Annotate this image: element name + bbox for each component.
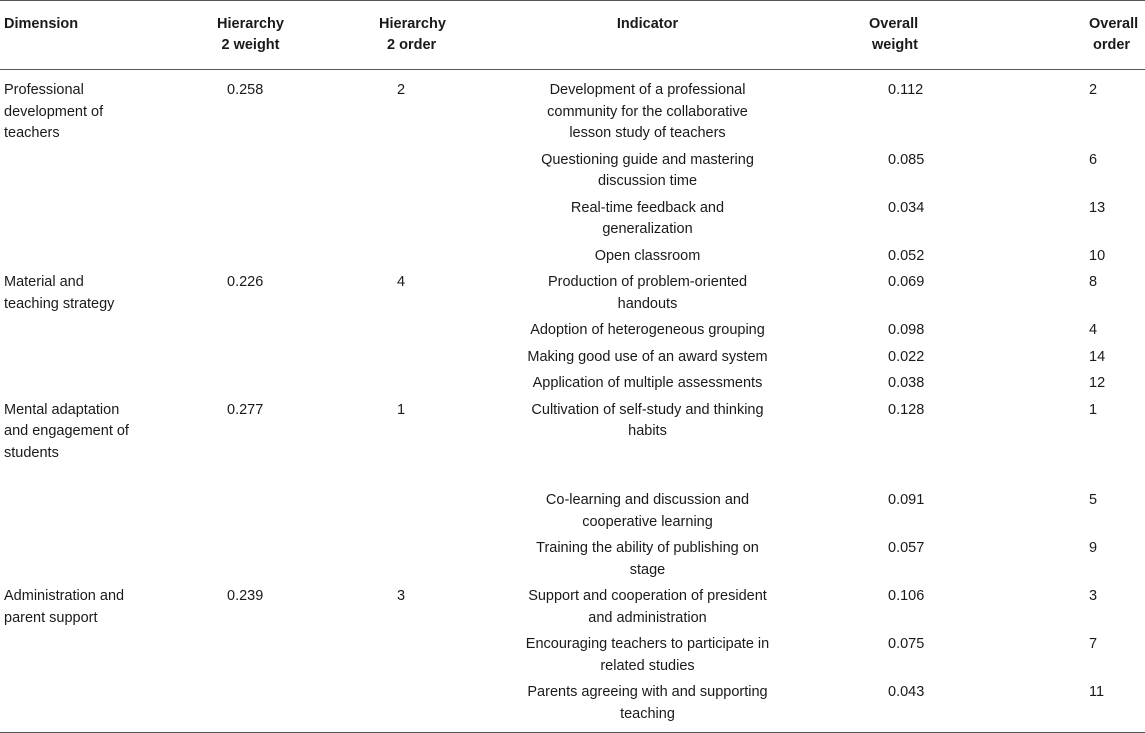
table-row bbox=[0, 150, 1145, 198]
cell-overall-order-text: 10 bbox=[1089, 247, 1106, 264]
cell-hierarchy-2-order bbox=[301, 347, 501, 374]
cell-overall-order bbox=[1027, 320, 1145, 347]
cell-dimension bbox=[0, 150, 200, 198]
cell-hierarchy-2-order bbox=[301, 320, 501, 347]
cell-hierarchy-2-order bbox=[301, 586, 501, 634]
cell-hierarchy-2-weight bbox=[200, 320, 301, 347]
cell-overall-weight-text: 0.052 bbox=[888, 247, 925, 264]
cell-hierarchy-2-weight bbox=[200, 272, 301, 320]
cell-hierarchy-2-weight bbox=[200, 150, 301, 198]
cell-hierarchy-2-weight bbox=[200, 246, 301, 273]
cell-overall-weight bbox=[794, 538, 1027, 586]
cell-hierarchy-2-weight bbox=[200, 490, 301, 538]
cell-overall-weight-text: 0.091 bbox=[888, 492, 925, 508]
cell-dimension bbox=[0, 490, 200, 538]
cell-overall-weight bbox=[794, 70, 1027, 150]
cell-indicator-text: Co-learning and discussion and cooperative learning bbox=[545, 492, 750, 530]
cell-indicator-text: Cultivation of self-study and thinking habits bbox=[531, 401, 764, 439]
cell-overall-order-text: 3 bbox=[1089, 588, 1098, 604]
cell-overall-order bbox=[1027, 70, 1145, 150]
cell-overall-order-text: 12 bbox=[1089, 375, 1106, 391]
cell-indicator-text: Production of problem-oriented handouts bbox=[547, 274, 748, 312]
cell-indicator-text: Open classroom bbox=[594, 247, 701, 264]
table-row bbox=[0, 272, 1145, 320]
header-hierarchy-2-weight-line2: 2 weight bbox=[221, 37, 280, 53]
cell-indicator-text: Development of a professional community for the collaborative lesson study of teachers bbox=[547, 82, 748, 141]
cell-hierarchy-2-order-text: 4 bbox=[397, 274, 406, 290]
cell-overall-weight-text: 0.106 bbox=[888, 588, 925, 604]
header-indicator: Indicator bbox=[616, 16, 679, 32]
table-header bbox=[0, 1, 1145, 70]
cell-overall-order bbox=[1027, 373, 1145, 400]
cell-overall-weight-text: 0.075 bbox=[888, 636, 925, 652]
cell-overall-order-text: 13 bbox=[1089, 199, 1106, 216]
header-overall-order bbox=[1027, 1, 1145, 70]
cell-overall-order-text: 7 bbox=[1089, 636, 1098, 652]
cell-overall-weight-text: 0.069 bbox=[888, 274, 925, 290]
cell-overall-weight-text: 0.034 bbox=[888, 199, 925, 216]
cell-hierarchy-2-order bbox=[301, 373, 501, 400]
table-row bbox=[0, 634, 1145, 682]
header-overall-order-line2: order bbox=[1093, 37, 1131, 53]
cell-hierarchy-2-order bbox=[301, 634, 501, 682]
cell-hierarchy-2-weight-text: 0.277 bbox=[227, 401, 264, 418]
cell-hierarchy-2-weight-text: 0.226 bbox=[227, 274, 264, 290]
table-row bbox=[0, 70, 1145, 150]
cell-overall-weight bbox=[794, 586, 1027, 634]
cell-indicator bbox=[501, 320, 794, 347]
cell-overall-weight-text: 0.057 bbox=[888, 540, 925, 556]
cell-hierarchy-2-order-text: 2 bbox=[397, 82, 406, 98]
cell-overall-weight bbox=[794, 272, 1027, 320]
cell-hierarchy-2-order-text: 1 bbox=[397, 401, 406, 418]
table-row bbox=[0, 198, 1145, 246]
cell-overall-order-text: 1 bbox=[1089, 401, 1098, 418]
cell-overall-order bbox=[1027, 150, 1145, 198]
cell-overall-weight-text: 0.043 bbox=[888, 684, 925, 700]
cell-dimension bbox=[0, 538, 200, 586]
cell-indicator-text: Support and cooperation of president and administration bbox=[528, 588, 767, 626]
cell-overall-order bbox=[1027, 198, 1145, 246]
cell-hierarchy-2-weight bbox=[200, 70, 301, 150]
cell-dimension bbox=[0, 347, 200, 374]
cell-hierarchy-2-weight bbox=[200, 400, 301, 491]
cell-dimension bbox=[0, 198, 200, 246]
cell-overall-order bbox=[1027, 538, 1145, 586]
cell-indicator-text: Encouraging teachers to participate in related studies bbox=[525, 636, 770, 674]
cell-overall-weight bbox=[794, 198, 1027, 246]
table-row bbox=[0, 400, 1145, 491]
cell-indicator bbox=[501, 586, 794, 634]
cell-indicator bbox=[501, 538, 794, 586]
table-row bbox=[0, 246, 1145, 273]
header-overall-weight bbox=[794, 1, 1027, 70]
cell-indicator bbox=[501, 400, 794, 491]
cell-hierarchy-2-order bbox=[301, 198, 501, 246]
cell-hierarchy-2-order bbox=[301, 538, 501, 586]
cell-indicator-text: Making good use of an award system bbox=[527, 348, 768, 365]
cell-overall-weight bbox=[794, 347, 1027, 374]
cell-overall-order-text: 9 bbox=[1089, 540, 1098, 556]
cell-overall-order-text: 8 bbox=[1089, 274, 1098, 290]
table-row bbox=[0, 586, 1145, 634]
cell-overall-order-text: 5 bbox=[1089, 492, 1098, 508]
cell-dimension bbox=[0, 682, 200, 733]
cell-indicator-text: Adoption of heterogeneous grouping bbox=[530, 322, 765, 338]
cell-hierarchy-2-weight bbox=[200, 373, 301, 400]
table-row bbox=[0, 320, 1145, 347]
cell-overall-weight bbox=[794, 400, 1027, 491]
cell-overall-order bbox=[1027, 246, 1145, 273]
cell-indicator bbox=[501, 246, 794, 273]
cell-overall-order bbox=[1027, 634, 1145, 682]
cell-overall-order bbox=[1027, 400, 1145, 491]
cell-overall-order bbox=[1027, 272, 1145, 320]
header-hierarchy-2-order bbox=[301, 1, 501, 70]
cell-overall-weight bbox=[794, 682, 1027, 733]
cell-indicator bbox=[501, 634, 794, 682]
cell-indicator-text: Training the ability of publishing on stage bbox=[536, 540, 759, 578]
cell-indicator bbox=[501, 373, 794, 400]
header-hierarchy-2-order-line1: Hierarchy bbox=[379, 16, 446, 32]
cell-dimension-text: Material and teaching strategy bbox=[4, 274, 115, 312]
header-overall-order-line1: Overall bbox=[1089, 16, 1139, 32]
table-row bbox=[0, 538, 1145, 586]
cell-hierarchy-2-order-text: 3 bbox=[397, 588, 406, 604]
cell-overall-order bbox=[1027, 586, 1145, 634]
cell-overall-order-text: 2 bbox=[1089, 82, 1098, 98]
cell-overall-order-text: 4 bbox=[1089, 322, 1098, 338]
header-hierarchy-2-weight-line1: Hierarchy bbox=[217, 16, 284, 32]
cell-hierarchy-2-weight bbox=[200, 634, 301, 682]
cell-hierarchy-2-weight bbox=[200, 538, 301, 586]
cell-indicator bbox=[501, 347, 794, 374]
cell-overall-weight bbox=[794, 150, 1027, 198]
cell-hierarchy-2-order bbox=[301, 400, 501, 491]
cell-indicator-text: Real-time feedback and generalization bbox=[570, 199, 725, 237]
cell-overall-weight-text: 0.112 bbox=[888, 82, 924, 98]
cell-indicator bbox=[501, 198, 794, 246]
cell-hierarchy-2-order bbox=[301, 490, 501, 538]
table-row bbox=[0, 347, 1145, 374]
cell-dimension bbox=[0, 634, 200, 682]
cell-overall-weight bbox=[794, 490, 1027, 538]
table-row bbox=[0, 373, 1145, 400]
cell-overall-order-text: 11 bbox=[1089, 684, 1105, 700]
cell-overall-order bbox=[1027, 682, 1145, 733]
table-row bbox=[0, 682, 1145, 733]
cell-dimension bbox=[0, 320, 200, 347]
header-hierarchy-2-weight bbox=[200, 1, 301, 70]
cell-dimension bbox=[0, 373, 200, 400]
header-hierarchy-2-order-line2: 2 order bbox=[387, 37, 437, 53]
cell-hierarchy-2-order bbox=[301, 70, 501, 150]
cell-overall-order bbox=[1027, 490, 1145, 538]
cell-overall-weight-text: 0.085 bbox=[888, 151, 925, 168]
cell-overall-order-text: 6 bbox=[1089, 151, 1098, 168]
cell-overall-order bbox=[1027, 347, 1145, 374]
cell-dimension-text: Administration and parent support bbox=[4, 588, 125, 626]
cell-hierarchy-2-order bbox=[301, 682, 501, 733]
cell-overall-weight bbox=[794, 246, 1027, 273]
header-dimension: Dimension bbox=[4, 16, 79, 32]
cell-indicator-text: Parents agreeing with and supporting teaching bbox=[527, 684, 768, 722]
cell-dimension bbox=[0, 272, 200, 320]
table-body bbox=[0, 70, 1145, 733]
cell-overall-weight-text: 0.038 bbox=[888, 375, 925, 391]
cell-hierarchy-2-weight bbox=[200, 198, 301, 246]
cell-indicator-text: Questioning guide and mastering discussion time bbox=[541, 151, 754, 189]
cell-hierarchy-2-order bbox=[301, 150, 501, 198]
cell-overall-weight bbox=[794, 320, 1027, 347]
cell-indicator bbox=[501, 272, 794, 320]
cell-overall-weight-text: 0.022 bbox=[888, 348, 925, 365]
cell-overall-order-text: 14 bbox=[1089, 348, 1106, 365]
cell-overall-weight bbox=[794, 634, 1027, 682]
table-row bbox=[0, 490, 1145, 538]
cell-overall-weight-text: 0.098 bbox=[888, 322, 925, 338]
cell-dimension bbox=[0, 586, 200, 634]
cell-overall-weight-text: 0.128 bbox=[888, 401, 925, 418]
cell-hierarchy-2-weight bbox=[200, 347, 301, 374]
cell-hierarchy-2-order bbox=[301, 272, 501, 320]
cell-indicator bbox=[501, 682, 794, 733]
cell-dimension bbox=[0, 70, 200, 150]
header-row bbox=[0, 1, 1145, 70]
cell-indicator bbox=[501, 490, 794, 538]
cell-dimension bbox=[0, 400, 200, 491]
cell-dimension-text: Mental adaptation and engagement of students bbox=[4, 401, 129, 461]
cell-indicator bbox=[501, 70, 794, 150]
cell-dimension bbox=[0, 246, 200, 273]
cell-hierarchy-2-weight bbox=[200, 682, 301, 733]
cell-overall-weight bbox=[794, 373, 1027, 400]
header-overall-weight-line1: Overall bbox=[869, 16, 919, 32]
cell-hierarchy-2-weight-text: 0.258 bbox=[227, 82, 264, 98]
cell-hierarchy-2-weight bbox=[200, 586, 301, 634]
cell-hierarchy-2-order bbox=[301, 246, 501, 273]
header-overall-weight-line2: weight bbox=[872, 37, 918, 53]
cell-dimension-text: Professional development of teachers bbox=[4, 82, 104, 141]
cell-hierarchy-2-weight-text: 0.239 bbox=[227, 588, 264, 604]
cell-indicator bbox=[501, 150, 794, 198]
cell-indicator-text: Application of multiple assessments bbox=[532, 375, 763, 391]
